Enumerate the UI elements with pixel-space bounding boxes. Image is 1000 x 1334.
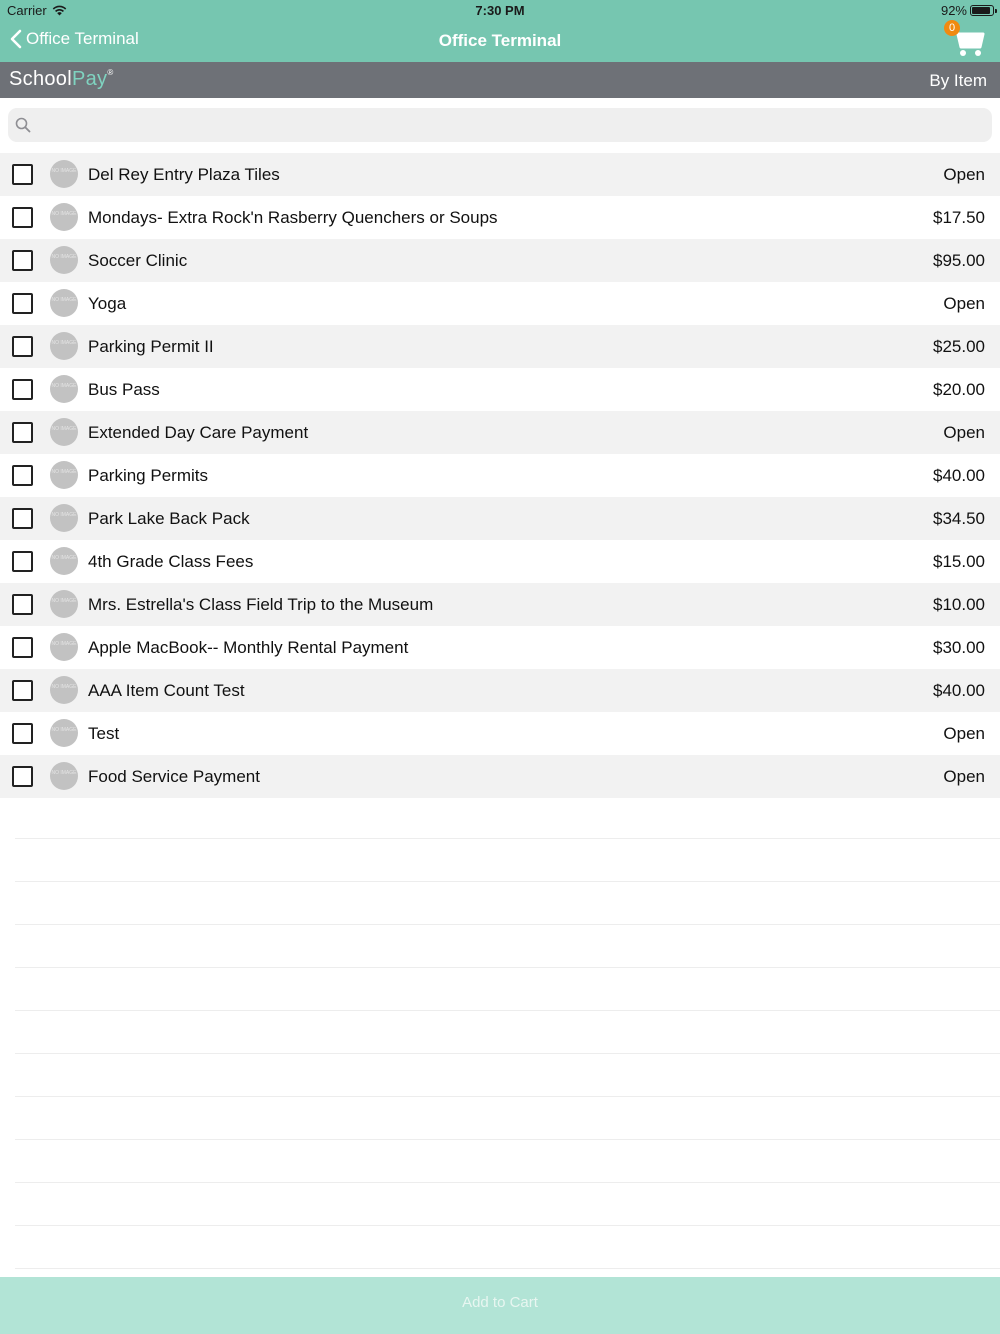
empty-row-separator	[15, 1011, 1000, 1054]
no-image-thumbnail: NO IMAGE	[50, 547, 78, 575]
list-item[interactable]	[0, 153, 1000, 196]
logo-school: School	[9, 68, 72, 90]
no-image-thumbnail: NO IMAGE	[50, 719, 78, 747]
item-price: $20.00	[933, 380, 985, 399]
empty-row-separator	[15, 1097, 1000, 1140]
empty-row-separator	[15, 796, 1000, 839]
back-button-label: Office Terminal	[26, 29, 139, 48]
item-checkbox[interactable]	[12, 680, 33, 701]
item-price: $10.00	[933, 595, 985, 614]
item-price: Open	[943, 294, 985, 313]
item-price: Open	[943, 165, 985, 184]
item-checkbox[interactable]	[12, 766, 33, 787]
no-image-thumbnail: NO IMAGE	[50, 762, 78, 790]
list-item[interactable]	[0, 540, 1000, 583]
battery-indicator	[941, 3, 994, 18]
no-image-thumbnail: NO IMAGE	[50, 332, 78, 360]
empty-row-separator	[15, 1140, 1000, 1183]
add-to-cart-button[interactable]: Add to Cart	[0, 1277, 1000, 1334]
schoolpay-logo	[9, 68, 114, 91]
back-button[interactable]	[10, 29, 139, 49]
empty-row-separator	[15, 839, 1000, 882]
list-item[interactable]	[0, 497, 1000, 540]
list-item[interactable]	[0, 712, 1000, 755]
item-price: Open	[943, 724, 985, 743]
list-item[interactable]	[0, 669, 1000, 712]
list-item[interactable]	[0, 196, 1000, 239]
no-image-thumbnail: NO IMAGE	[50, 246, 78, 274]
status-time: 7:30 PM	[475, 3, 525, 18]
list-item[interactable]	[0, 755, 1000, 798]
empty-row-separator	[15, 1226, 1000, 1269]
item-checkbox[interactable]	[12, 207, 33, 228]
item-checkbox[interactable]	[12, 336, 33, 357]
page-title: Office Terminal	[438, 31, 562, 50]
item-checkbox[interactable]	[12, 293, 33, 314]
list-item[interactable]	[0, 325, 1000, 368]
no-image-thumbnail: NO IMAGE	[50, 590, 78, 618]
item-price: $15.00	[933, 552, 985, 571]
by-item-filter-button[interactable]: By Item	[929, 71, 987, 90]
no-image-thumbnail: NO IMAGE	[50, 633, 78, 661]
list-item[interactable]	[0, 411, 1000, 454]
item-price: $40.00	[933, 466, 985, 485]
empty-row-separator	[15, 925, 1000, 968]
item-list	[0, 153, 1000, 798]
top-bar	[0, 0, 1000, 62]
item-checkbox[interactable]	[12, 250, 33, 271]
list-item[interactable]	[0, 282, 1000, 325]
item-price: Open	[943, 423, 985, 442]
item-name: AAA Item Count Test	[88, 681, 245, 700]
item-name: Yoga	[88, 294, 127, 313]
item-name: Mondays- Extra Rock'n Rasberry Quenchers or Soups	[88, 208, 498, 227]
no-image-thumbnail: NO IMAGE	[50, 203, 78, 231]
item-name: Extended Day Care Payment	[88, 423, 309, 442]
item-name: Mrs. Estrella's Class Field Trip to the Museum	[88, 595, 434, 614]
item-name: Bus Pass	[88, 380, 160, 399]
no-image-thumbnail: NO IMAGE	[50, 289, 78, 317]
item-checkbox[interactable]	[12, 594, 33, 615]
item-name: Soccer Clinic	[88, 251, 188, 270]
item-checkbox[interactable]	[12, 465, 33, 486]
item-checkbox[interactable]	[12, 723, 33, 744]
no-image-thumbnail: NO IMAGE	[50, 375, 78, 403]
item-name: Parking Permit II	[88, 337, 214, 356]
chevron-left-icon	[10, 29, 22, 49]
no-image-thumbnail: NO IMAGE	[50, 461, 78, 489]
item-price: $30.00	[933, 638, 985, 657]
logo-mark: ®	[107, 68, 114, 77]
cart-button[interactable]	[944, 20, 986, 60]
item-checkbox[interactable]	[12, 164, 33, 185]
search-icon	[15, 117, 31, 133]
empty-row-separator	[15, 1054, 1000, 1097]
no-image-thumbnail: NO IMAGE	[50, 504, 78, 532]
battery-percent: 92%	[940, 3, 967, 18]
search-bar[interactable]	[8, 108, 992, 142]
list-item[interactable]	[0, 368, 1000, 411]
list-item[interactable]	[0, 239, 1000, 282]
status-bar	[0, 0, 1000, 20]
logo-pay: Pay	[71, 68, 108, 90]
item-price: $25.00	[933, 337, 985, 356]
item-price: Open	[943, 767, 985, 786]
empty-row-separator	[15, 1183, 1000, 1226]
item-price: $17.50	[933, 208, 985, 227]
item-name: Park Lake Back Pack	[88, 509, 250, 528]
item-price: $95.00	[933, 251, 985, 270]
brand-bar	[0, 62, 1000, 98]
item-checkbox[interactable]	[12, 422, 33, 443]
no-image-thumbnail: NO IMAGE	[50, 418, 78, 446]
empty-row-separator	[15, 968, 1000, 1011]
empty-list-area	[0, 796, 1000, 1269]
no-image-thumbnail: NO IMAGE	[50, 160, 78, 188]
item-checkbox[interactable]	[12, 508, 33, 529]
carrier-label: Carrier	[7, 3, 47, 18]
list-item[interactable]	[0, 583, 1000, 626]
item-checkbox[interactable]	[12, 551, 33, 572]
list-item[interactable]	[0, 626, 1000, 669]
item-name: Food Service Payment	[88, 767, 260, 786]
cart-count-badge: 0	[944, 20, 960, 36]
search-input[interactable]	[38, 108, 978, 142]
item-price: $34.50	[933, 509, 985, 528]
item-price: $40.00	[933, 681, 985, 700]
no-image-thumbnail: NO IMAGE	[50, 676, 78, 704]
empty-row-separator	[15, 882, 1000, 925]
item-checkbox[interactable]	[12, 379, 33, 400]
list-item[interactable]	[0, 454, 1000, 497]
item-name: Apple MacBook-- Monthly Rental Payment	[88, 638, 409, 657]
navigation-bar	[0, 20, 1000, 62]
battery-icon	[970, 5, 994, 16]
item-name: 4th Grade Class Fees	[88, 552, 254, 571]
item-checkbox[interactable]	[12, 637, 33, 658]
item-name: Parking Permits	[88, 466, 208, 485]
item-name: Del Rey Entry Plaza Tiles	[88, 165, 280, 184]
item-name: Test	[88, 724, 120, 743]
